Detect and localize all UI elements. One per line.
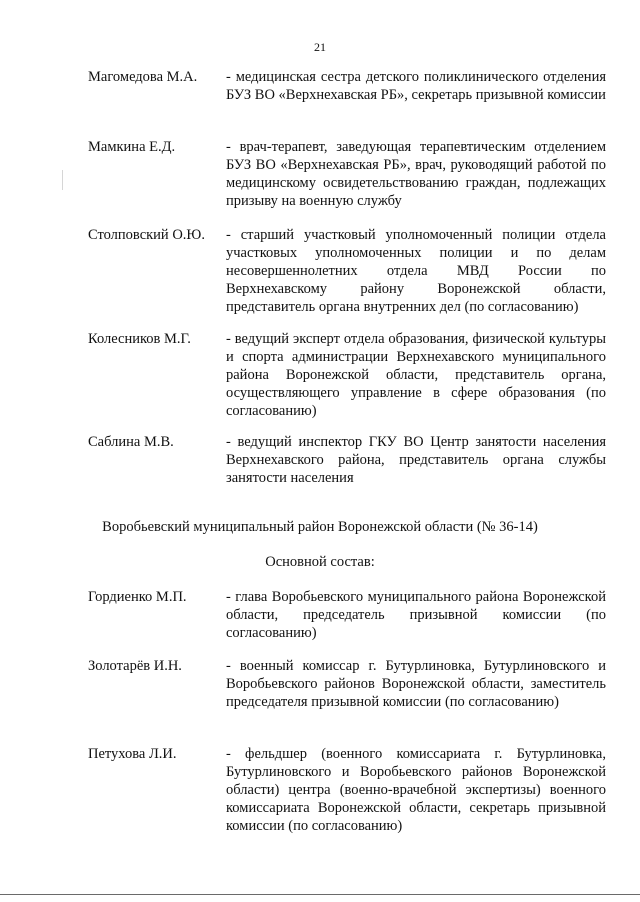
member-description: - глава Воробьевского муниципального района Воронежской области, председатель призывной комиссии (по согласованию) [226, 589, 606, 641]
member-description: - фельдшер (военного комиссариата г. Бутурлиновка, Бутурлиновского и Воробьевского районов Воронежской области) центра (военно-врачебной экспертизы) военного комиссариата Воронежской области, секретарь призывной комиссии (по согласованию) [226, 746, 606, 834]
member-description: - ведущий эксперт отдела образования, физической культуры и спорта администрации Верхнехавского муниципального района Воронежской области, представитель органа, осуществляющего управление в сфере образования (по согласованию) [226, 331, 606, 419]
member-description: - ведущий инспектор ГКУ ВО Центр занятости населения Верхнехавского района, представитель органа службы занятости населения [226, 434, 606, 486]
member-name: Мамкина Е.Д. [88, 139, 176, 155]
member-name: Магомедова М.А. [88, 69, 198, 85]
member-description: - военный комиссар г. Бутурлиновка, Бутурлиновского и Воробьевского районов Воронежской области, заместитель председателя призывной комиссии (по согласованию) [226, 658, 606, 710]
member-description: - медицинская сестра детского поликлинического отделения БУЗ ВО «Верхнехавская РБ», секретарь призывной комиссии [226, 69, 606, 103]
member-name: Петухова Л.И. [88, 746, 177, 762]
member-name: Колесников М.Г. [88, 331, 191, 347]
member-name: Золотарёв И.Н. [88, 658, 182, 674]
page-bottom-rule [0, 894, 640, 895]
district-heading: Воробьевский муниципальный район Воронежской области (№ 36-14) [102, 519, 538, 535]
page-number: 21 [314, 40, 326, 54]
member-name: Столповский О.Ю. [88, 227, 205, 243]
member-name: Саблина М.В. [88, 434, 174, 450]
composition-heading: Основной состав: [265, 554, 375, 570]
member-name: Гордиенко М.П. [88, 589, 187, 605]
member-description: - старший участковый уполномоченный полиции отдела участковых уполномоченных полиции и по делам несовершеннолетних отдела МВД России по Верхнехавскому району Воронежской области, представитель органа внутренних дел (по согласованию) [226, 227, 606, 315]
member-description: - врач-терапевт, заведующая терапевтическим отделением БУЗ ВО «Верхнехавская РБ», врач, руководящий работой по медицинскому освидетельствованию граждан, подлежащих призыву на военную службу [226, 139, 606, 209]
left-edge-mark [62, 170, 63, 190]
